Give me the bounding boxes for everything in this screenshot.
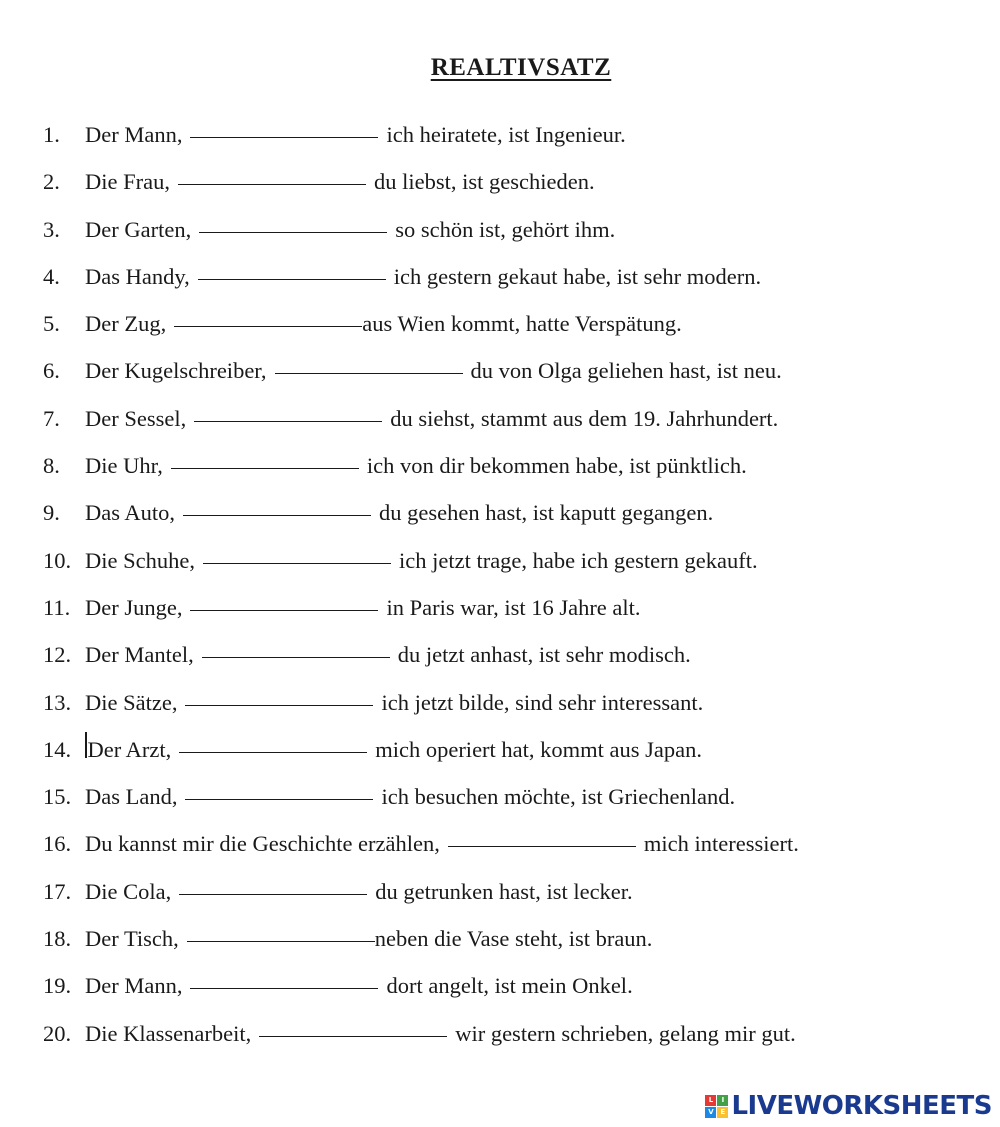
sentence-end: du siehst, stammt aus dem 19. Jahrhundert. bbox=[390, 405, 779, 431]
item-number: 3. bbox=[43, 216, 60, 242]
item-number: 13. bbox=[43, 689, 72, 715]
exercise-item bbox=[43, 212, 799, 259]
sentence-start: Der Arzt, bbox=[87, 736, 172, 762]
exercise-item bbox=[43, 637, 799, 684]
exercise-item bbox=[43, 826, 799, 873]
exercise-item bbox=[43, 968, 799, 1015]
exercise-item bbox=[43, 732, 799, 779]
sentence-end: du getrunken hast, ist lecker. bbox=[375, 878, 633, 904]
exercise-item bbox=[43, 117, 799, 164]
answer-blank[interactable] bbox=[190, 117, 378, 138]
answer-blank[interactable] bbox=[190, 968, 378, 989]
sentence-end: aus Wien kommt, hatte Verspätung. bbox=[362, 311, 682, 337]
sentence-start: Das Handy, bbox=[85, 263, 190, 289]
logo-mark-cell: L bbox=[705, 1095, 716, 1106]
answer-blank[interactable] bbox=[178, 164, 366, 185]
sentence-start: Der Mann, bbox=[85, 973, 183, 999]
sentence-end: wir gestern schrieben, gelang mir gut. bbox=[455, 1020, 796, 1046]
exercise-item bbox=[43, 1016, 799, 1063]
exercise-item bbox=[43, 495, 799, 542]
answer-blank[interactable] bbox=[171, 448, 359, 469]
logo-mark-icon bbox=[705, 1095, 728, 1118]
item-number: 14. bbox=[43, 736, 72, 762]
item-number: 17. bbox=[43, 878, 72, 904]
answer-blank[interactable] bbox=[448, 826, 636, 847]
sentence-start: Die Frau, bbox=[85, 169, 170, 195]
sentence-end: ich besuchen möchte, ist Griechenland. bbox=[381, 784, 736, 810]
sentence-end: mich interessiert. bbox=[643, 831, 799, 857]
item-number: 20. bbox=[43, 1020, 72, 1046]
item-number: 19. bbox=[43, 973, 72, 999]
item-number: 1. bbox=[43, 122, 60, 147]
item-number: 11. bbox=[43, 594, 71, 620]
sentence-start: Die Cola, bbox=[85, 878, 172, 904]
answer-blank[interactable] bbox=[259, 1016, 447, 1037]
sentence-start: Du kannst mir die Geschichte erzählen, bbox=[85, 831, 440, 857]
exercise-item bbox=[43, 448, 799, 495]
item-number: 2. bbox=[43, 169, 60, 195]
sentence-start: Die Uhr, bbox=[85, 453, 163, 479]
sentence-start: Der Mann, bbox=[85, 122, 183, 147]
sentence-start: Der Kugelschreiber, bbox=[85, 358, 267, 384]
sentence-start: Der Mantel, bbox=[85, 642, 194, 668]
answer-blank[interactable] bbox=[187, 921, 375, 942]
answer-blank[interactable] bbox=[174, 306, 362, 327]
worksheet-title: REALTIVSATZ bbox=[430, 54, 612, 81]
sentence-end: ich von dir bekommen habe, ist pünktlich. bbox=[366, 453, 747, 479]
sentence-end: du gesehen hast, ist kaputt gegangen. bbox=[379, 500, 714, 526]
sentence-end: neben die Vase steht, ist braun. bbox=[374, 926, 653, 952]
logo-mark-cell: I bbox=[717, 1095, 728, 1106]
answer-blank[interactable] bbox=[199, 212, 387, 233]
logo-mark-cell: V bbox=[705, 1107, 716, 1118]
answer-blank[interactable] bbox=[194, 401, 382, 422]
sentence-start: Die Sätze, bbox=[85, 689, 178, 715]
sentence-end: ich heiratete, ist Ingenieur. bbox=[386, 122, 626, 147]
text-cursor bbox=[85, 732, 87, 758]
sentence-start: Der Garten, bbox=[85, 216, 192, 242]
sentence-end: du jetzt anhast, ist sehr modisch. bbox=[397, 642, 691, 668]
sentence-end: du von Olga geliehen hast, ist neu. bbox=[470, 358, 782, 384]
item-number: 10. bbox=[43, 547, 72, 573]
answer-blank[interactable] bbox=[202, 637, 390, 658]
answer-blank[interactable] bbox=[190, 590, 378, 611]
exercise-item bbox=[43, 779, 799, 826]
item-number: 15. bbox=[43, 784, 72, 810]
sentence-end: so schön ist, gehört ihm. bbox=[395, 216, 616, 242]
exercise-item bbox=[43, 401, 799, 448]
item-number: 4. bbox=[43, 263, 60, 289]
item-number: 16. bbox=[43, 831, 72, 857]
exercise-item bbox=[43, 543, 799, 590]
sentence-end: mich operiert hat, kommt aus Japan. bbox=[375, 736, 703, 762]
sentence-end: ich jetzt bilde, sind sehr interessant. bbox=[381, 689, 704, 715]
exercise-item bbox=[43, 164, 799, 211]
sentence-start: Der Junge, bbox=[85, 594, 183, 620]
sentence-start: Der Sessel, bbox=[85, 405, 187, 431]
answer-blank[interactable] bbox=[198, 259, 386, 280]
sentence-start: Der Tisch, bbox=[85, 926, 179, 952]
sentence-end: in Paris war, ist 16 Jahre alt. bbox=[386, 594, 641, 620]
sentence-start: Das Auto, bbox=[85, 500, 175, 526]
answer-blank[interactable] bbox=[185, 779, 373, 800]
exercise-item bbox=[43, 874, 799, 921]
sentence-end: du liebst, ist geschieden. bbox=[373, 169, 595, 195]
exercise-list bbox=[43, 117, 799, 1063]
sentence-end: dort angelt, ist mein Onkel. bbox=[386, 973, 633, 999]
exercise-item bbox=[43, 590, 799, 637]
item-number: 7. bbox=[43, 405, 60, 431]
exercise-item bbox=[43, 259, 799, 306]
logo-mark-cell: E bbox=[717, 1107, 728, 1118]
sentence-start: Die Klassenarbeit, bbox=[85, 1020, 252, 1046]
sentence-end: ich gestern gekaut habe, ist sehr modern. bbox=[393, 263, 762, 289]
exercise-item bbox=[43, 685, 799, 732]
item-number: 8. bbox=[43, 453, 60, 479]
answer-blank[interactable] bbox=[185, 685, 373, 706]
item-number: 9. bbox=[43, 500, 60, 526]
sentence-end: ich jetzt trage, habe ich gestern gekauft. bbox=[398, 547, 758, 573]
sentence-start: Der Zug, bbox=[85, 311, 167, 337]
item-number: 12. bbox=[43, 642, 72, 668]
logo-text: LIVEWORKSHEETS bbox=[731, 1091, 992, 1121]
exercise-item bbox=[43, 921, 799, 968]
sentence-start: Das Land, bbox=[85, 784, 178, 810]
answer-blank[interactable] bbox=[179, 732, 367, 753]
answer-blank[interactable] bbox=[179, 874, 367, 895]
item-number: 6. bbox=[43, 358, 60, 384]
exercise-item bbox=[43, 306, 799, 353]
answer-blank[interactable] bbox=[183, 495, 371, 516]
answer-blank[interactable] bbox=[275, 353, 463, 374]
answer-blank[interactable] bbox=[203, 543, 391, 564]
item-number: 18. bbox=[43, 926, 72, 952]
exercise-item bbox=[43, 353, 799, 400]
item-number: 5. bbox=[43, 311, 60, 337]
sentence-start: Die Schuhe, bbox=[85, 547, 195, 573]
liveworksheets-logo bbox=[705, 1091, 992, 1121]
